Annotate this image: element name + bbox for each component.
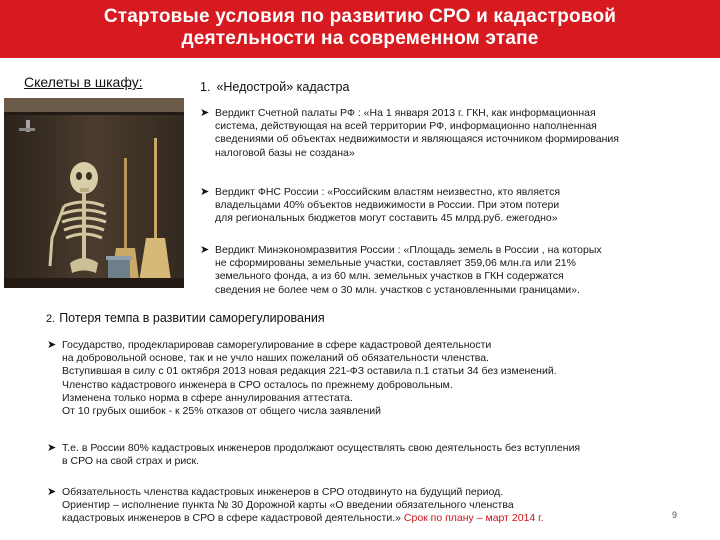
bullet-line-with-deadline: [62, 512, 544, 525]
bullet-line: Изменена только норма в сфере аннулирования аттестата.: [62, 391, 353, 404]
bullet-line: владельцами 40% объектов недвижимости в России. При этом потери: [215, 199, 560, 212]
arrow-bullet-icon: ➤: [47, 339, 57, 351]
section1-bullet-fns: [200, 186, 560, 226]
bullet-line: Т.е. в России 80% кадастровых инженеров продолжают осуществлять свою деятельность без вступления: [62, 442, 581, 454]
arrow-bullet-icon: ➤: [200, 107, 210, 119]
arrow-bullet-icon: ➤: [47, 486, 57, 498]
skeletons-label: Скелеты в шкафу:: [24, 74, 143, 90]
section2-bullet-engineers: [47, 442, 580, 468]
bullet-line: Государство, продекларировав саморегулирование в сфере кадастровой деятельности: [62, 339, 492, 351]
section2-title: [46, 311, 325, 325]
section2-number: 2.: [46, 313, 56, 325]
skeleton-closet-photo: [4, 98, 184, 288]
bullet-line: сведениями об объектах недвижимости и являющаяся источником формирования: [215, 133, 619, 146]
section2-bullet-mandatory: [47, 486, 544, 526]
bullet-line: Обязательность членства кадастровых инженеров в СРО отодвинуто на будущий период.: [62, 486, 504, 498]
bullet-line: От 10 грубых ошибок - к 25% отказов от общего числа заявлений: [62, 405, 382, 418]
bullet-line: на добровольной основе, так и не учло наших пожеланий об обязательности членства.: [62, 352, 489, 365]
bullet-line: Членство кадастрового инженера в СРО осталось по прежнему добровольным.: [62, 378, 453, 391]
header-title-line1: Стартовые условия по развитию СРО и кадастровой: [103, 6, 617, 27]
bullet-line: Вердикт ФНС России : «Российским властям неизвестно, кто является: [215, 186, 561, 198]
bullet-line: Вердикт Минэкономразвития России : «Площадь земель в России , на которых: [215, 244, 602, 256]
arrow-bullet-icon: ➤: [47, 442, 57, 454]
arrow-bullet-icon: ➤: [200, 244, 210, 256]
bullet-line-main: кадастровых инженеров в СРО в сфере кадастровой деятельности.»: [62, 512, 404, 525]
arrow-bullet-icon: ➤: [200, 186, 210, 198]
section1-number: 1.: [200, 80, 211, 94]
section2-title-text: Потеря темпа в развитии саморегулирования: [59, 311, 325, 325]
page-number: 9: [672, 510, 678, 520]
bullet-line: Вступившая в силу с 01 октября 2013 новая редакция 221-ФЗ оставила п.1 статьи 34 без изменений.: [62, 365, 557, 378]
section1-bullet-ministry: [200, 244, 602, 297]
bullet-line: земельного фонда, а из 60 млн. земельных участков в ГКН содержатся: [215, 270, 564, 283]
bullet-line: сведения не более чем о 30 млн. участков с установленными границами».: [215, 283, 580, 296]
bullet-line: не сформированы земельные участки, составляет 359,06 млн.га или 21%: [215, 257, 576, 270]
bullet-line: система, действующая на всей территории РФ, информационно наполненная: [215, 120, 597, 133]
bullet-line: налоговой базы не создана»: [215, 146, 355, 159]
bullet-line: для региональных бюджетов могут составить 45 млрд.руб. ежегодно»: [215, 212, 558, 225]
section2-bullet-state: [47, 339, 557, 418]
bullet-line: в СРО на свой страх и риск.: [62, 455, 199, 468]
header-title-line2: деятельности на современном этапе: [181, 28, 539, 49]
bullet-line: Вердикт Счетной палаты РФ : «На 1 января 2013 г. ГКН, как информационная: [215, 107, 596, 119]
bullet-line: Ориентир – исполнение пункта № 30 Дорожной карты «О введении обязательного членства: [62, 499, 514, 512]
section1-bullet-accounts-chamber: [200, 107, 619, 160]
deadline-text: Срок по плану – март 2014 г.: [403, 512, 544, 525]
section1-title: [200, 80, 349, 94]
section1-title-text: «Недострой» кадастра: [216, 80, 350, 94]
slide-header: [0, 0, 720, 58]
